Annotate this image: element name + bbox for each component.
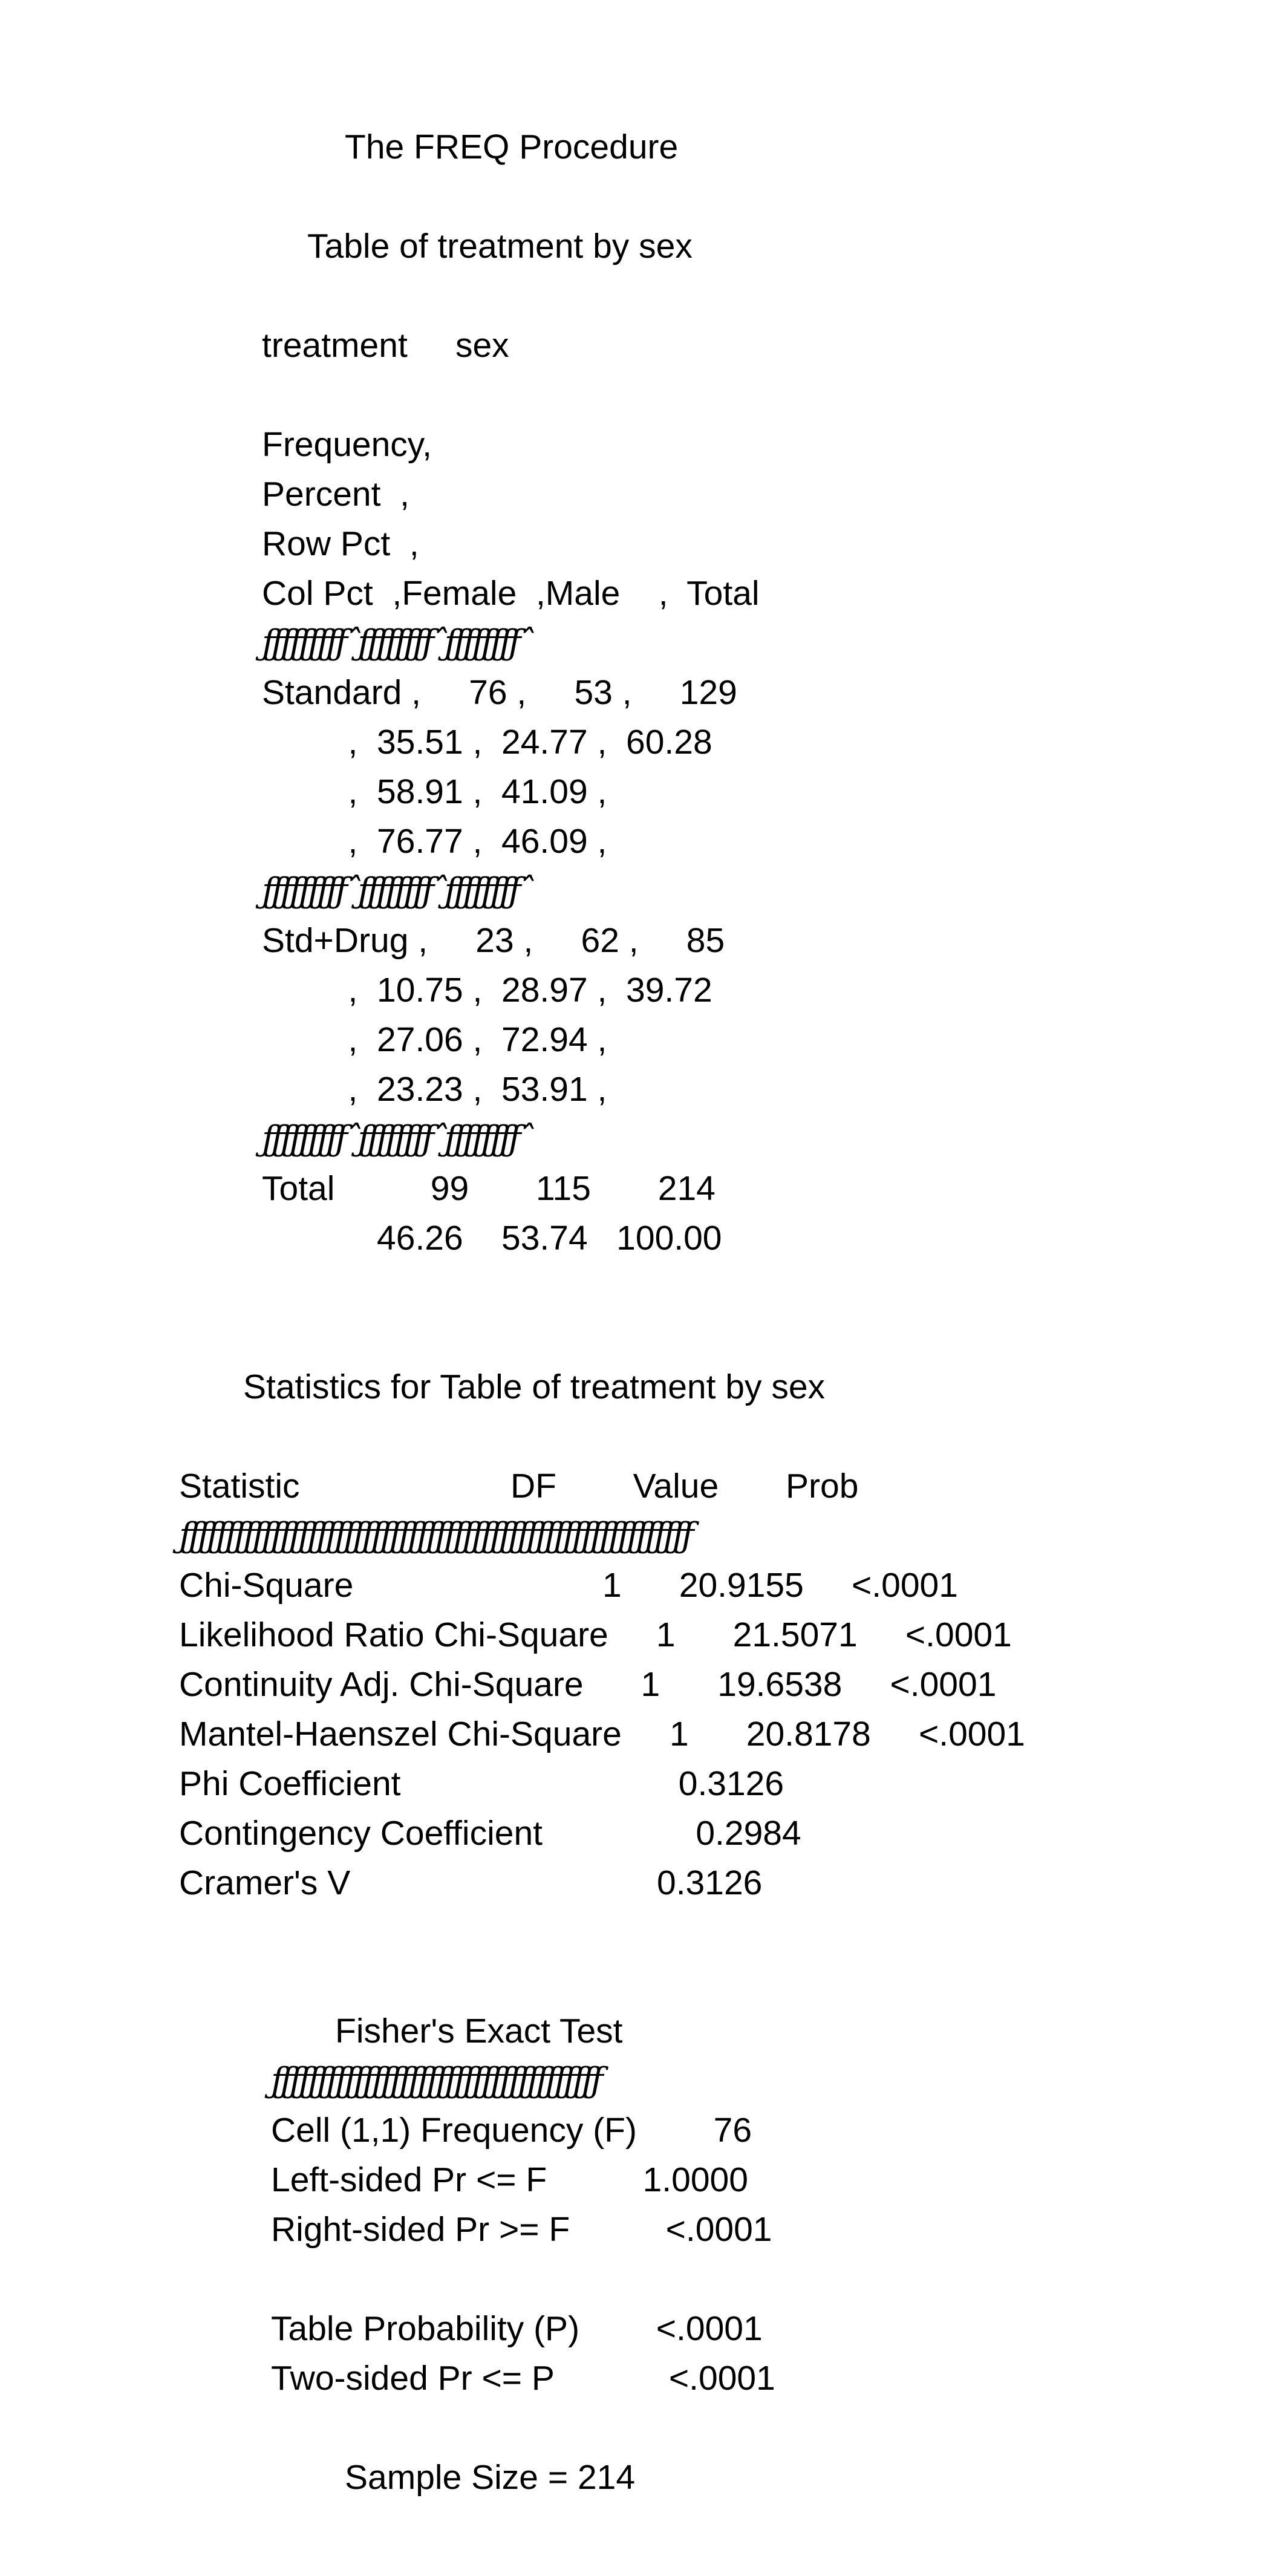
fisher-row-cell-frequency: Cell (1,1) Frequency (F) 76 (271, 2111, 752, 2150)
row-total-percent: 46.26 53.74 100.00 (262, 1219, 722, 1257)
fisher-row-right-sided: Right-sided Pr >= F <.0001 (271, 2210, 772, 2249)
fisher-row-table-probability: Table Probability (P) <.0001 (271, 2309, 763, 2348)
row-standard-percent: , 35.51 , 24.77 , 60.28 (262, 723, 712, 761)
row-std-drug-row-pct: , 27.06 , 72.94 , (262, 1020, 607, 1059)
stat-row-contingency: Contingency Coefficient 0.2984 (179, 1814, 801, 1853)
fisher-row-two-sided: Two-sided Pr <= P <.0001 (271, 2359, 775, 2398)
legend-frequency: Frequency, (262, 425, 432, 464)
fisher-row-left-sided: Left-sided Pr <= F 1.0000 (271, 2160, 748, 2199)
stat-row-phi: Phi Coefficient 0.3126 (179, 1764, 784, 1803)
table-rule: ƒƒƒƒƒƒƒƒƒˆƒƒƒƒƒƒƒƒˆƒƒƒƒƒƒƒƒˆ (262, 623, 531, 663)
stat-row-likelihood-ratio: Likelihood Ratio Chi-Square 1 21.5071 <.0001 (179, 1616, 1012, 1654)
sample-size: Sample Size = 214 (345, 2458, 636, 2497)
table-rule: ƒƒƒƒƒƒƒƒƒˆƒƒƒƒƒƒƒƒˆƒƒƒƒƒƒƒƒˆ (262, 871, 531, 911)
row-std-drug-percent: , 10.75 , 28.97 , 39.72 (262, 971, 712, 1009)
row-total-frequency: Total 99 115 214 (262, 1169, 716, 1208)
row-standard-col-pct: , 76.77 , 46.09 , (262, 822, 607, 861)
fisher-title: Fisher's Exact Test (335, 2012, 623, 2050)
legend-row-pct: Row Pct , (262, 524, 419, 563)
table-title: Table of treatment by sex (307, 227, 693, 266)
variable-header: treatment sex (262, 326, 509, 365)
stat-row-mantel-haenszel: Mantel-Haenszel Chi-Square 1 20.8178 <.0001 (179, 1715, 1025, 1753)
fisher-rule: ƒƒƒƒƒƒƒƒƒƒƒƒƒƒƒƒƒƒƒƒƒƒƒƒƒƒƒƒƒƒƒƒƒƒƒƒ (271, 2061, 600, 2101)
row-std-drug-col-pct: , 23.23 , 53.91 , (262, 1070, 607, 1109)
stat-row-cramers-v: Cramer's V 0.3126 (179, 1864, 763, 1902)
statistics-title: Statistics for Table of treatment by sex (243, 1368, 826, 1406)
legend-percent: Percent , (262, 475, 409, 514)
row-standard-frequency: Standard , 76 , 53 , 129 (262, 673, 737, 712)
column-header: Col Pct ,Female ,Male , Total (262, 574, 760, 613)
row-standard-row-pct: , 58.91 , 41.09 , (262, 772, 607, 811)
procedure-title: The FREQ Procedure (345, 128, 679, 166)
stat-row-chi-square: Chi-Square 1 20.9155 <.0001 (179, 1566, 958, 1605)
statistics-rule: ƒƒƒƒƒƒƒƒƒƒƒƒƒƒƒƒƒƒƒƒƒƒƒƒƒƒƒƒƒƒƒƒƒƒƒƒƒƒƒƒƒƒƒƒƒƒƒƒƒƒƒƒƒƒƒƒ (179, 1516, 691, 1556)
row-std-drug-frequency: Std+Drug , 23 , 62 , 85 (262, 921, 725, 960)
table-rule: ƒƒƒƒƒƒƒƒƒˆƒƒƒƒƒƒƒƒˆƒƒƒƒƒƒƒƒˆ (262, 1119, 531, 1159)
statistics-header: Statistic DF Value Prob (179, 1467, 859, 1505)
stat-row-continuity-adj: Continuity Adj. Chi-Square 1 19.6538 <.0001 (179, 1665, 997, 1704)
